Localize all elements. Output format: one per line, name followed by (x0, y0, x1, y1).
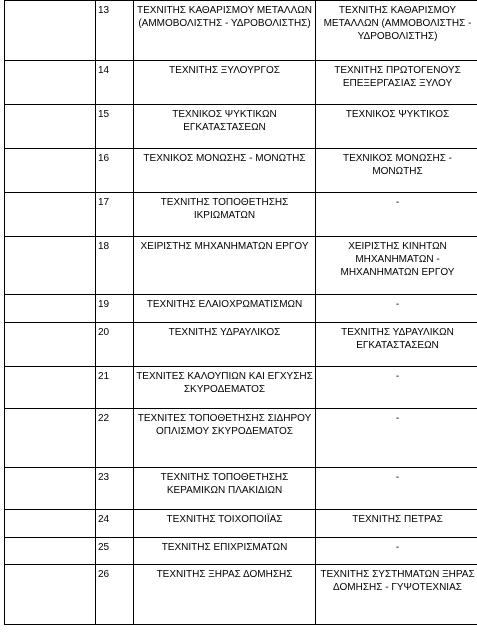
table-row (5, 565, 477, 625)
equivalent-specialty: - (316, 367, 477, 409)
table-row (5, 149, 477, 193)
specialty-name: ΤΕΧΝΙΚΟΣ ΜΟΝΩΣΗΣ - ΜΟΝΩΤΗΣ (134, 149, 316, 193)
equivalent-specialty: - (316, 295, 477, 323)
row-number: 16 (96, 149, 134, 193)
empty-cell (5, 237, 96, 295)
table-row (5, 1, 477, 61)
equivalent-specialty: ΤΕΧΝΙΤΗΣ ΠΡΩΤΟΓΕΝΟΥΣ ΕΠΕΞΕΡΓΑΣΙΑΣ ΞΥΛΟΥ (316, 61, 477, 105)
equivalent-specialty: ΤΕΧΝΙΤΗΣ ΣΥΣΤΗΜΑΤΩΝ ΞΗΡΑΣ ΔΟΜΗΣΗΣ - ΓΥΨΟΤΕΧΝΙΑΣ (316, 565, 477, 625)
row-number: 20 (96, 323, 134, 367)
equivalent-specialty: ΤΕΧΝΙΚΟΣ ΨΥΚΤΙΚΟΣ (316, 105, 477, 149)
specialty-name: ΤΕΧΝΙΤΗΣ ΕΠΙΧΡΙΣΜΑΤΩΝ (134, 538, 316, 565)
table-row (5, 510, 477, 538)
row-number: 21 (96, 367, 134, 409)
row-number: 15 (96, 105, 134, 149)
row-number: 19 (96, 295, 134, 323)
specialty-name: ΤΕΧΝΙΤΗΣ ΥΔΡΑΥΛΙΚΟΣ (134, 323, 316, 367)
equivalent-specialty: ΤΕΧΝΙΤΗΣ ΥΔΡΑΥΛΙΚΩΝ ΕΓΚΑΤΑΣΤΑΣΕΩΝ (316, 323, 477, 367)
specialty-name: ΧΕΙΡΙΣΤΗΣ ΜΗΧΑΝΗΜΑΤΩΝ ΕΡΓΟΥ (134, 237, 316, 295)
empty-cell (5, 1, 96, 61)
specialty-name: ΤΕΧΝΙΤΗΣ ΞΗΡΑΣ ΔΟΜΗΣΗΣ (134, 565, 316, 625)
equivalent-specialty: ΤΕΧΝΙΤΗΣ ΠΕΤΡΑΣ (316, 510, 477, 538)
specialties-table (4, 0, 477, 625)
table-row (5, 193, 477, 237)
specialty-name: ΤΕΧΝΙΤΗΣ ΚΑΘΑΡΙΣΜΟΥ ΜΕΤΑΛΛΩΝ (ΑΜΜΟΒΟΛΙΣΤΗΣ - ΥΔΡΟΒΟΛΙΣΤΗΣ) (134, 1, 316, 61)
equivalent-specialty: ΤΕΧΝΙΚΟΣ ΜΟΝΩΣΗΣ - ΜΟΝΩΤΗΣ (316, 149, 477, 193)
specialty-name: ΤΕΧΝΙΤΕΣ ΤΟΠΟΘΕΤΗΣΗΣ ΣΙΔΗΡΟΥ ΟΠΛΙΣΜΟΥ ΣΚΥΡΟΔΕΜΑΤΟΣ (134, 409, 316, 468)
empty-cell (5, 295, 96, 323)
table-row (5, 367, 477, 409)
empty-cell (5, 538, 96, 565)
table-row (5, 538, 477, 565)
row-number: 25 (96, 538, 134, 565)
table-row (5, 468, 477, 510)
empty-cell (5, 193, 96, 237)
row-number: 22 (96, 409, 134, 468)
table-row (5, 295, 477, 323)
row-number: 17 (96, 193, 134, 237)
table-row (5, 323, 477, 367)
equivalent-specialty: - (316, 468, 477, 510)
empty-cell (5, 61, 96, 105)
row-number: 23 (96, 468, 134, 510)
table-row (5, 409, 477, 468)
specialty-name: ΤΕΧΝΙΤΗΣ ΕΛΑΙΟΧΡΩΜΑΤΙΣΜΩΝ (134, 295, 316, 323)
row-number: 14 (96, 61, 134, 105)
row-number: 24 (96, 510, 134, 538)
row-number: 26 (96, 565, 134, 625)
empty-cell (5, 409, 96, 468)
table-row (5, 61, 477, 105)
equivalent-specialty: - (316, 538, 477, 565)
empty-cell (5, 105, 96, 149)
specialty-name: ΤΕΧΝΙΚΟΣ ΨΥΚΤΙΚΩΝ ΕΓΚΑΤΑΣΤΑΣΕΩΝ (134, 105, 316, 149)
row-number: 18 (96, 237, 134, 295)
row-number: 13 (96, 1, 134, 61)
equivalent-specialty: ΤΕΧΝΙΤΗΣ ΚΑΘΑΡΙΣΜΟΥ ΜΕΤΑΛΛΩΝ (ΑΜΜΟΒΟΛΙΣΤΗΣ - ΥΔΡΟΒΟΛΙΣΤΗΣ) (316, 1, 477, 61)
specialty-name: ΤΕΧΝΙΤΗΣ ΤΟΠΟΘΕΤΗΣΗΣ ΙΚΡΙΩΜΑΤΩΝ (134, 193, 316, 237)
specialty-name: ΤΕΧΝΙΤΗΣ ΤΟΙΧΟΠΟΙΪΑΣ (134, 510, 316, 538)
empty-cell (5, 367, 96, 409)
table-row (5, 237, 477, 295)
specialty-name: ΤΕΧΝΙΤΗΣ ΞΥΛΟΥΡΓΟΣ (134, 61, 316, 105)
empty-cell (5, 510, 96, 538)
specialty-name: ΤΕΧΝΙΤΗΣ ΤΟΠΟΘΕΤΗΣΗΣ ΚΕΡΑΜΙΚΩΝ ΠΛΑΚΙΔΙΩΝ (134, 468, 316, 510)
table-row (5, 105, 477, 149)
empty-cell (5, 149, 96, 193)
empty-cell (5, 468, 96, 510)
empty-cell (5, 565, 96, 625)
equivalent-specialty: - (316, 193, 477, 237)
specialty-name: ΤΕΧΝΙΤΕΣ ΚΑΛΟΥΠΙΩΝ ΚΑΙ ΕΓΧΥΣΗΣ ΣΚΥΡΟΔΕΜΑΤΟΣ (134, 367, 316, 409)
equivalent-specialty: ΧΕΙΡΙΣΤΗΣ ΚΙΝΗΤΩΝ ΜΗΧΑΝΗΜΑΤΩΝ - ΜΗΧΑΝΗΜΑΤΩΝ ΕΡΓΟΥ (316, 237, 477, 295)
equivalent-specialty: - (316, 409, 477, 468)
empty-cell (5, 323, 96, 367)
